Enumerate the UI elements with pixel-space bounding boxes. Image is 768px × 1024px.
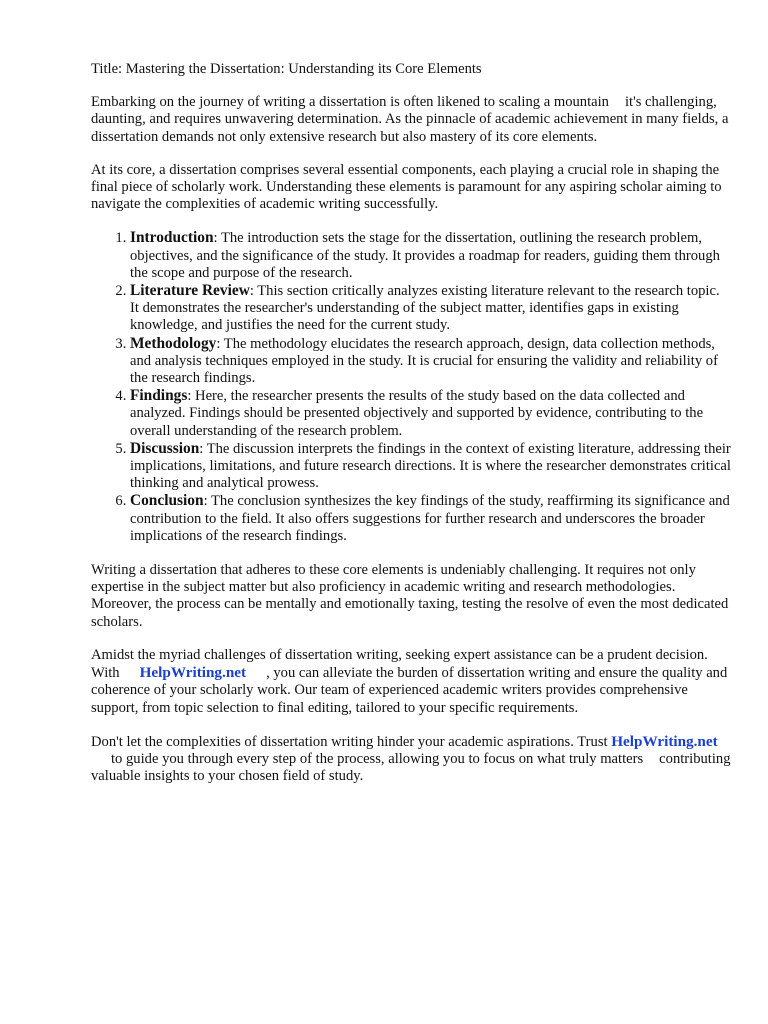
closing-paragraph	[91, 733, 731, 786]
description-findings: : Here, the researcher presents the results of the study based on the data collected and analyzed. Findings should be presented objectively and supported by evidence, contributing to the overall understanding of the research problem.	[130, 388, 704, 439]
closing-text-middle: to guide you through every step of the process, allowing you to focus on what truly matters	[111, 750, 644, 767]
description-introduction: : The introduction sets the stage for the dissertation, outlining the research problem, objectives, and the significance of the study. It provides a roadmap for readers, guiding them through the scope and purpose of the research.	[130, 230, 720, 281]
helpwriting-link[interactable]: HelpWriting.net	[139, 664, 247, 682]
description-discussion: : The discussion interprets the findings in the context of existing literature, addressing their implications, limitations, and future research directions. It is where the researcher demonstrates critical thinking and analytical prowess.	[130, 440, 731, 492]
core-elements-list	[91, 229, 731, 545]
list-item-literature-review	[130, 282, 731, 335]
description-conclusion: : The conclusion synthesizes the key findings of the study, reaffirming its significance and contribution to the field. It also offers suggestions for further research and underscores the broader implications of the research findings.	[130, 493, 730, 544]
closing-text-start: Don't let the complexities of dissertation writing hinder your academic aspirations. Trust	[91, 733, 608, 750]
intro-line-end: it's	[624, 94, 642, 111]
term-methodology: Methodology	[130, 334, 217, 352]
assistance-text-end: , you can alleviate the burden of dissertation writing and ensure the quality and coherence of your scholarly work. Our team of experienced academic writers provides comprehensive support, from topic selection to final editing, tailored to your specific requirements.	[91, 665, 728, 716]
list-item-discussion	[130, 440, 731, 493]
helpwriting-link-closing[interactable]: HelpWriting.net	[611, 732, 718, 750]
description-literature-review: : This section critically analyzes existing literature relevant to the research topic. It demonstrates the researcher's understanding of the subject matter, identifies gaps in existing knowledge, and justifies the need for the current study.	[130, 283, 720, 334]
intro-rest: challenging, daunting, and requires unwavering determination. As the pinnacle of academic achievement in many fields, a dissertation demands not only extensive research but also mastery of its core elements.	[91, 94, 729, 145]
core-paragraph: At its core, a dissertation comprises several essential components, each playing a crucial role in shaping the final piece of scholarly work. Understanding these elements is paramount for any aspiring scholar aiming to navigate the complexities of academic writing successfully.	[91, 161, 722, 213]
description-methodology: : The methodology elucidates the research approach, design, data collection methods, and analysis techniques employed in the study. It is crucial for ensuring the validity and reliability of the research findings.	[130, 335, 718, 387]
closing-text-end: contributing valuable insights to your chosen field of study.	[91, 750, 731, 785]
term-introduction: Introduction	[130, 229, 214, 247]
intro-line-start: Embarking on the journey of writing a dissertation is often likened to scaling a mountain	[91, 94, 609, 111]
term-findings: Findings	[130, 387, 188, 405]
list-item-introduction	[130, 229, 731, 282]
list-item-conclusion	[130, 492, 731, 545]
assistance-text-start: Amidst the myriad challenges of dissertation writing, seeking expert assistance can be a prudent decision. With	[91, 646, 708, 682]
term-conclusion: Conclusion	[130, 492, 204, 510]
term-literature-review: Literature Review	[130, 282, 250, 300]
list-item-methodology	[130, 335, 731, 388]
document-title: Title: Mastering the Dissertation: Understanding its Core Elements	[91, 61, 482, 77]
list-item-findings	[130, 387, 731, 440]
term-discussion: Discussion	[130, 439, 200, 457]
assistance-paragraph	[91, 647, 731, 717]
challenge-paragraph: Writing a dissertation that adheres to these core elements is undeniably challenging. It requires not only expertise in the subject matter but also proficiency in academic writing and research methodologies. Moreover, the process can be mentally and emotionally taxing, testing the resolve of even the most dedicated scholars.	[91, 562, 729, 630]
document-page	[91, 61, 731, 801]
intro-paragraph	[91, 94, 731, 146]
